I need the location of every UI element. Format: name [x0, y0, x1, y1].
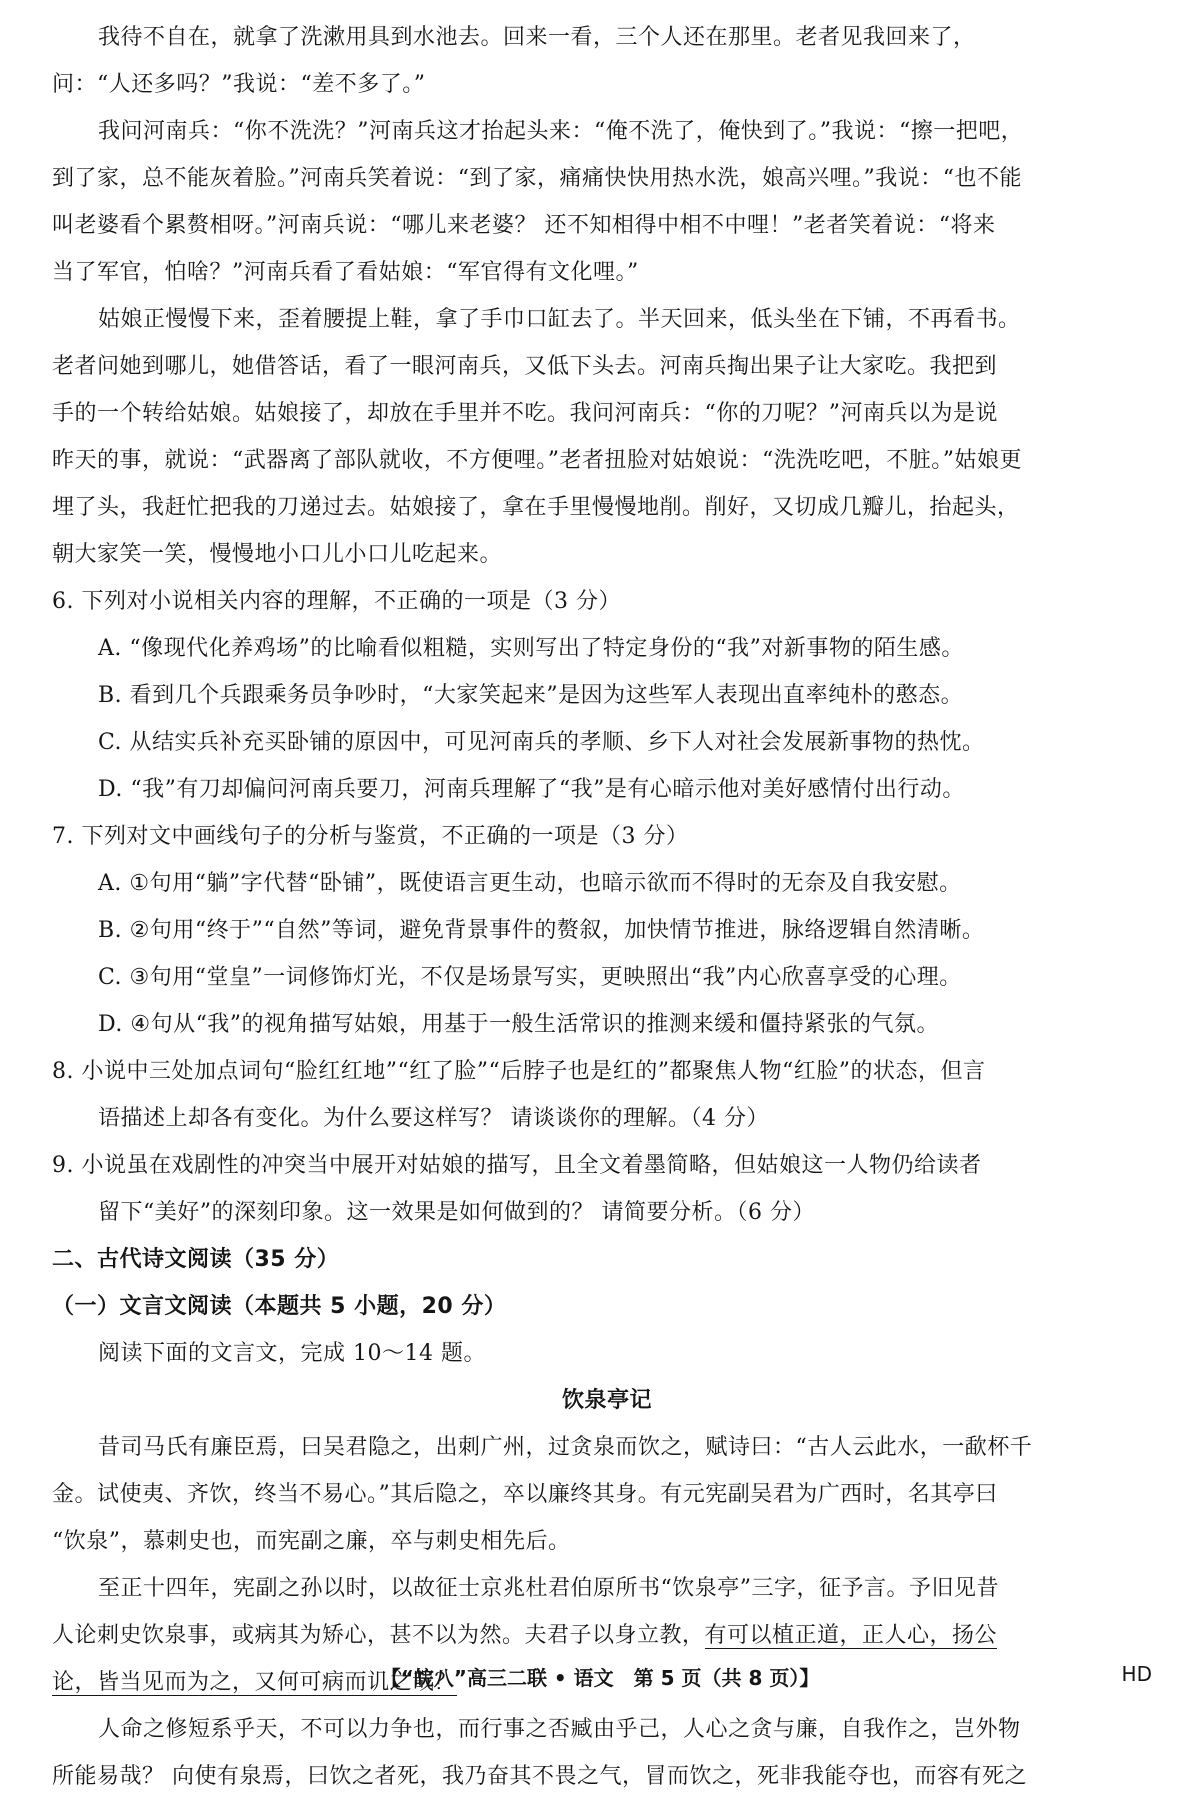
- line-text: 手的一个转给姑娘。姑娘接了，却放在手里并不吃。我问河南兵：“你的刀呢？”河南兵以为是说: [52, 401, 998, 426]
- text-line: [52, 484, 1162, 531]
- line-text: D. “我”有刀却偏问河南兵要刀，河南兵理解了“我”是有心暗示他对美好感情付出行动。: [98, 777, 965, 802]
- line-text: A. “像现代化养鸡场”的比喻看似粗糙，实则写出了特定身份的“我”对新事物的陌生感。: [98, 636, 964, 661]
- text-line: [52, 954, 1162, 1001]
- text-line: [52, 202, 1162, 249]
- line-text: D. ④句从“我”的视角描写姑娘，用基于一般生活常识的推测来缓和僵持紧张的气氛。: [98, 1012, 940, 1037]
- line-text: 所能易哉？ 向使有泉焉，曰饮之者死，我乃奋其不畏之气，冒而饮之，死非我能夺也，而容有死之: [52, 1764, 1027, 1789]
- line-text: C. 从结实兵补充买卧铺的原因中，可见河南兵的孝顺、乡下人对社会发展新事物的热忱。: [98, 730, 985, 755]
- page-footer: [0, 1658, 1200, 1694]
- text-line: [52, 719, 1162, 766]
- line-text: 问：“人还多吗？”我说：“差不多了。”: [52, 72, 426, 97]
- line-text: 昨天的事，就说：“武器离了部队就收，不方便哩。”老者扭脸对姑娘说：“洗洗吃吧，不脏。”姑娘更: [52, 448, 1022, 473]
- text-line: [52, 1236, 1162, 1283]
- line-text: 阅读下面的文言文，完成 10～14 题。: [98, 1341, 486, 1366]
- line-text: 二、古代诗文阅读（35 分）: [52, 1247, 340, 1272]
- text-line: [52, 813, 1162, 860]
- text-line: [52, 860, 1162, 907]
- line-text: 语描述上却各有变化。为什么要这样写？ 请谈谈你的理解。（4 分）: [98, 1106, 769, 1131]
- text-line: [52, 296, 1162, 343]
- text-line: [52, 531, 1162, 578]
- text-line: [52, 1518, 1162, 1565]
- text-line: [52, 14, 1162, 61]
- text-line: [52, 1377, 1162, 1424]
- line-text: C. ③句用“堂皇”一词修饰灯光，不仅是场景写实，更映照出“我”内心欣喜享受的心理。: [98, 965, 962, 990]
- text-line: [52, 390, 1162, 437]
- line-text: 老者问她到哪儿，她借答话，看了一眼河南兵，又低下头去。河南兵掏出果子让大家吃。我把到: [52, 354, 998, 379]
- line-text: A. ①句用“躺”字代替“卧铺”，既使语言更生动，也暗示欲而不得时的无奈及自我安慰。: [98, 871, 962, 896]
- text-line: [52, 1001, 1162, 1048]
- line-text: 姑娘正慢慢下来，歪着腰提上鞋，拿了手巾口缸去了。半天回来，低头坐在下铺，不再看书。: [98, 307, 1021, 332]
- text-line: [52, 1706, 1162, 1753]
- text-line: [52, 907, 1162, 954]
- text-line: [52, 61, 1162, 108]
- text-line: [52, 1048, 1162, 1095]
- footer-code: HD: [1121, 1662, 1152, 1686]
- line-text: B. 看到几个兵跟乘务员争吵时，“大家笑起来”是因为这些军人表现出直率纯朴的憨态。: [98, 683, 964, 708]
- line-text: 叫老婆看个累赘相呀。”河南兵说：“哪儿来老婆？ 还不知相得中相不中哩！”老者笑着说：“将来: [52, 213, 996, 238]
- text-line: [52, 155, 1162, 202]
- text-line: [52, 578, 1162, 625]
- line-text: 昔司马氏有廉臣焉，曰吴君隐之，出刺广州，过贪泉而饮之，赋诗曰：“古人云此水，一歃杯千: [98, 1435, 1033, 1460]
- text-line: [52, 1612, 1162, 1659]
- line-text: B. ②句用“终于”“自然”等词，避免背景事件的赘叙，加快情节推进，脉络逻辑自然清晰。: [98, 918, 985, 943]
- text-line: [52, 672, 1162, 719]
- line-text: 金。试使夷、齐饮，终当不易心。”其后隐之，卒以廉终其身。有元宪副吴君为广西时，名其亭曰: [52, 1482, 998, 1507]
- line-text: 我问河南兵：“你不洗洗？”河南兵这才抬起头来：“俺不洗了，俺快到了。”我说：“擦一把吧，: [98, 119, 1024, 144]
- underlined-sentence: 论，皆当见而为之，又何可病而讥之哉？: [52, 1670, 458, 1695]
- line-text: 8. 小说中三处加点词句“脸红红地”“红了脸”“后脖子也是红的”都聚焦人物“红脸”的状态，但言: [52, 1059, 986, 1084]
- text-line: [52, 108, 1162, 155]
- text-line: [52, 625, 1162, 672]
- page-content: [52, 14, 1162, 1800]
- text-line: [52, 437, 1162, 484]
- text-line: [52, 1189, 1162, 1236]
- text-line: [52, 1753, 1162, 1800]
- line-text: 人论刺史饮泉事，或病其为矫心，甚不以为然。夫君子以身立教，: [52, 1623, 705, 1648]
- underlined-sentence: 有可以植正道，正人心，扬公: [704, 1623, 998, 1648]
- footer-page-info: 【“皖八”高三二联 • 语文 第 5 页（共 8 页）】: [380, 1666, 820, 1690]
- text-line: [52, 343, 1162, 390]
- line-text: “饮泉”，慕刺史也，而宪副之廉，卒与刺史相先后。: [52, 1529, 571, 1554]
- text-line: [52, 1424, 1162, 1471]
- line-text: （一）文言文阅读（本题共 5 小题，20 分）: [52, 1294, 507, 1319]
- line-text: 6. 下列对小说相关内容的理解，不正确的一项是（3 分）: [52, 589, 621, 614]
- text-line: [52, 766, 1162, 813]
- line-text: 当了军官，怕啥？”河南兵看了看姑娘：“军官得有文化哩。”: [52, 260, 639, 285]
- text-line: [52, 249, 1162, 296]
- line-text: 留下“美好”的深刻印象。这一效果是如何做到的？ 请简要分析。（6 分）: [98, 1200, 815, 1225]
- text-line: [52, 1565, 1162, 1612]
- line-text: 9. 小说虽在戏剧性的冲突当中展开对姑娘的描写，且全文着墨简略，但姑娘这一人物仍给读者: [52, 1153, 982, 1178]
- line-text: 我待不自在，就拿了洗漱用具到水池去。回来一看，三个人还在那里。老者见我回来了，: [98, 25, 976, 50]
- line-text: 7. 下列对文中画线句子的分析与鉴赏，不正确的一项是（3 分）: [52, 824, 689, 849]
- line-text: 至正十四年，宪副之孙以时，以故征士京兆杜君伯原所书“饮泉亭”三字，征予言。予旧见昔: [98, 1576, 999, 1601]
- line-text: 朝大家笑一笑，慢慢地小口儿小口儿吃起来。: [52, 542, 503, 567]
- text-line: [52, 1471, 1162, 1518]
- text-line: [52, 1283, 1162, 1330]
- line-text: 人命之修短系乎天，不可以力争也，而行事之否臧由乎己，人心之贪与廉，自我作之，岂外物: [98, 1717, 1021, 1742]
- line-text: 到了家，总不能灰着脸。”河南兵笑着说：“到了家，痛痛快快用热水洗，娘高兴哩。”我说：“也不能: [52, 166, 1022, 191]
- text-line: [52, 1142, 1162, 1189]
- line-text: 埋了头，我赶忙把我的刀递过去。姑娘接了，拿在手里慢慢地削。削好，又切成几瓣儿，抬起头，: [52, 495, 1020, 520]
- line-text: 饮泉亭记: [561, 1388, 652, 1413]
- text-line: [52, 1330, 1162, 1377]
- text-line: [52, 1095, 1162, 1142]
